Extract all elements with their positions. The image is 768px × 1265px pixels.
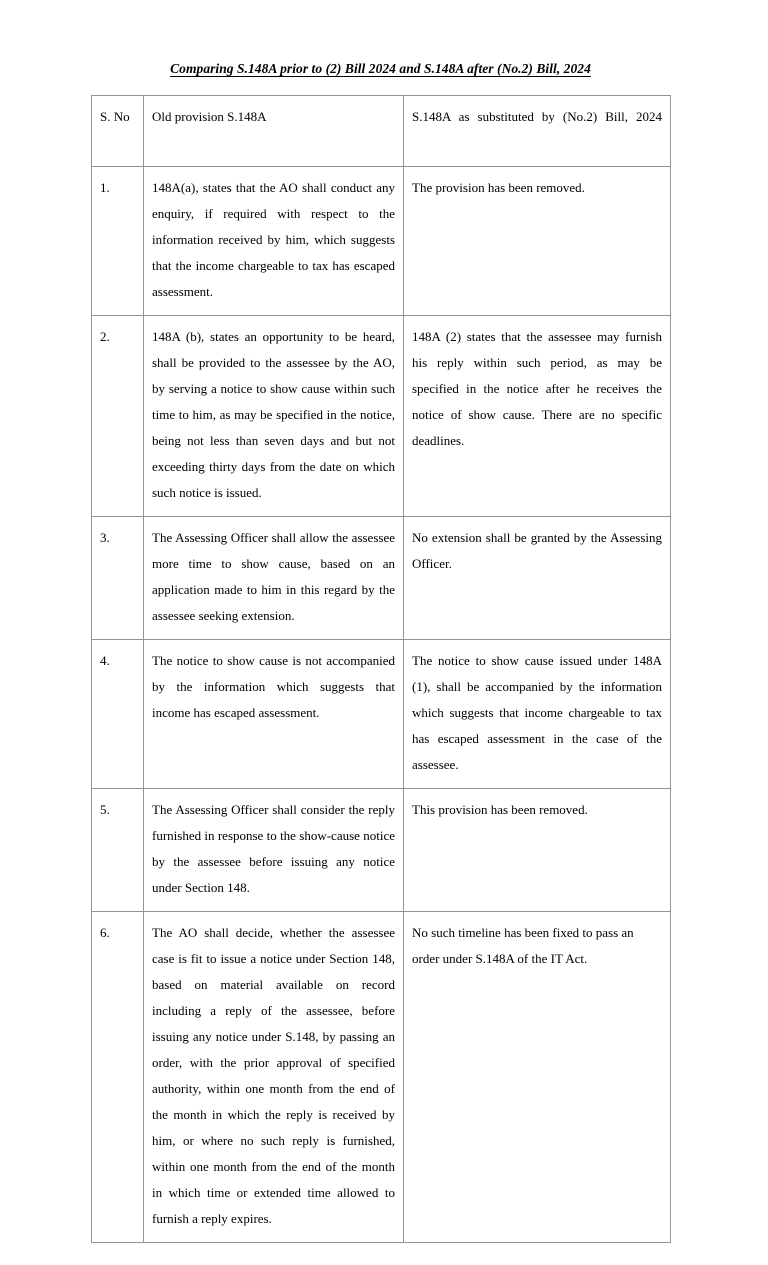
cell-new-provision-text: No such timeline has been fixed to pass an order under S.148A of the IT Act. bbox=[412, 925, 634, 966]
table-row bbox=[92, 316, 671, 517]
cell-old-provision-text: The Assessing Officer shall consider the reply furnished in response to the show-cause notice by the assessee before issuing any notice under Section 148. bbox=[152, 802, 395, 895]
table-header-row bbox=[92, 96, 671, 167]
cell-old-provision bbox=[144, 316, 404, 517]
cell-new-provision-text: This provision has been removed. bbox=[412, 802, 588, 817]
cell-old-provision-text: The notice to show cause is not accompanied by the information which suggests that income has escaped assessment. bbox=[152, 653, 395, 720]
cell-old-provision-text: 148A(a), states that the AO shall conduct any enquiry, if required with respect to the information received by him, which suggests that the income chargeable to tax has escaped assessment. bbox=[152, 180, 395, 299]
table-body bbox=[92, 167, 671, 1243]
cell-new-provision-text: No extension shall be granted by the Assessing Officer. bbox=[412, 530, 662, 571]
cell-new-provision bbox=[404, 316, 671, 517]
cell-old-provision-text: The Assessing Officer shall allow the assessee more time to show cause, based on an application made to him in this regard by the assessee seeking extension. bbox=[152, 530, 395, 623]
cell-serial-number: 2. bbox=[92, 316, 144, 517]
cell-serial-number: 6. bbox=[92, 912, 144, 1243]
cell-new-provision bbox=[404, 640, 671, 789]
table-row bbox=[92, 912, 671, 1243]
cell-serial-number: 4. bbox=[92, 640, 144, 789]
column-header-new-provision-text: S.148A as substituted by (No.2) Bill, 2024 bbox=[412, 109, 662, 124]
column-header-old-provision: Old provision S.148A bbox=[144, 96, 404, 167]
cell-new-provision-text: The notice to show cause issued under 148A (1), shall be accompanied by the information which suggests that income chargeable to tax has escaped assessment in the case of the assessee. bbox=[412, 653, 662, 772]
cell-new-provision bbox=[404, 167, 671, 316]
table-row bbox=[92, 517, 671, 640]
table-row bbox=[92, 640, 671, 789]
table-row bbox=[92, 789, 671, 912]
cell-serial-number: 1. bbox=[92, 167, 144, 316]
cell-old-provision-text: The AO shall decide, whether the assessee case is fit to issue a notice under Section 148, based on material available on record including a reply of the assessee, before issuing any notice under S.148, by passing an order, with the prior approval of specified authority, within one month from the end of the month in which the reply is received by him, or where no such reply is furnished, within one month from the end of the month in which time or extended time allowed to furnish a reply expires. bbox=[152, 925, 395, 1226]
cell-serial-number: 5. bbox=[92, 789, 144, 912]
cell-old-provision bbox=[144, 167, 404, 316]
comparison-table bbox=[91, 95, 671, 1243]
cell-new-provision-text: 148A (2) states that the assessee may furnish his reply within such period, as may be specified in the notice after he receives the notice of show cause. There are no specific deadlines. bbox=[412, 329, 662, 448]
table-row bbox=[92, 167, 671, 316]
cell-new-provision bbox=[404, 517, 671, 640]
page-title: Comparing S.148A prior to (2) Bill 2024 and S.148A after (No.2) Bill, 2024 bbox=[170, 61, 591, 76]
cell-new-provision bbox=[404, 789, 671, 912]
cell-old-provision bbox=[144, 517, 404, 640]
column-header-serial-number: S. No bbox=[92, 96, 144, 167]
cell-old-provision bbox=[144, 912, 404, 1243]
cell-old-provision bbox=[144, 640, 404, 789]
column-header-new-provision bbox=[404, 96, 671, 167]
cell-serial-number: 3. bbox=[92, 517, 144, 640]
cell-old-provision-text: 148A (b), states an opportunity to be heard, shall be provided to the assessee by the AO, by serving a notice to show cause within such time to him, as may be specified in the notice, being not less than seven days and but not exceeding thirty days from the date on which such notice is issued. bbox=[152, 329, 395, 500]
cell-old-provision bbox=[144, 789, 404, 912]
cell-new-provision-text: The provision has been removed. bbox=[412, 180, 585, 195]
table-header bbox=[92, 96, 671, 167]
cell-new-provision bbox=[404, 912, 671, 1243]
